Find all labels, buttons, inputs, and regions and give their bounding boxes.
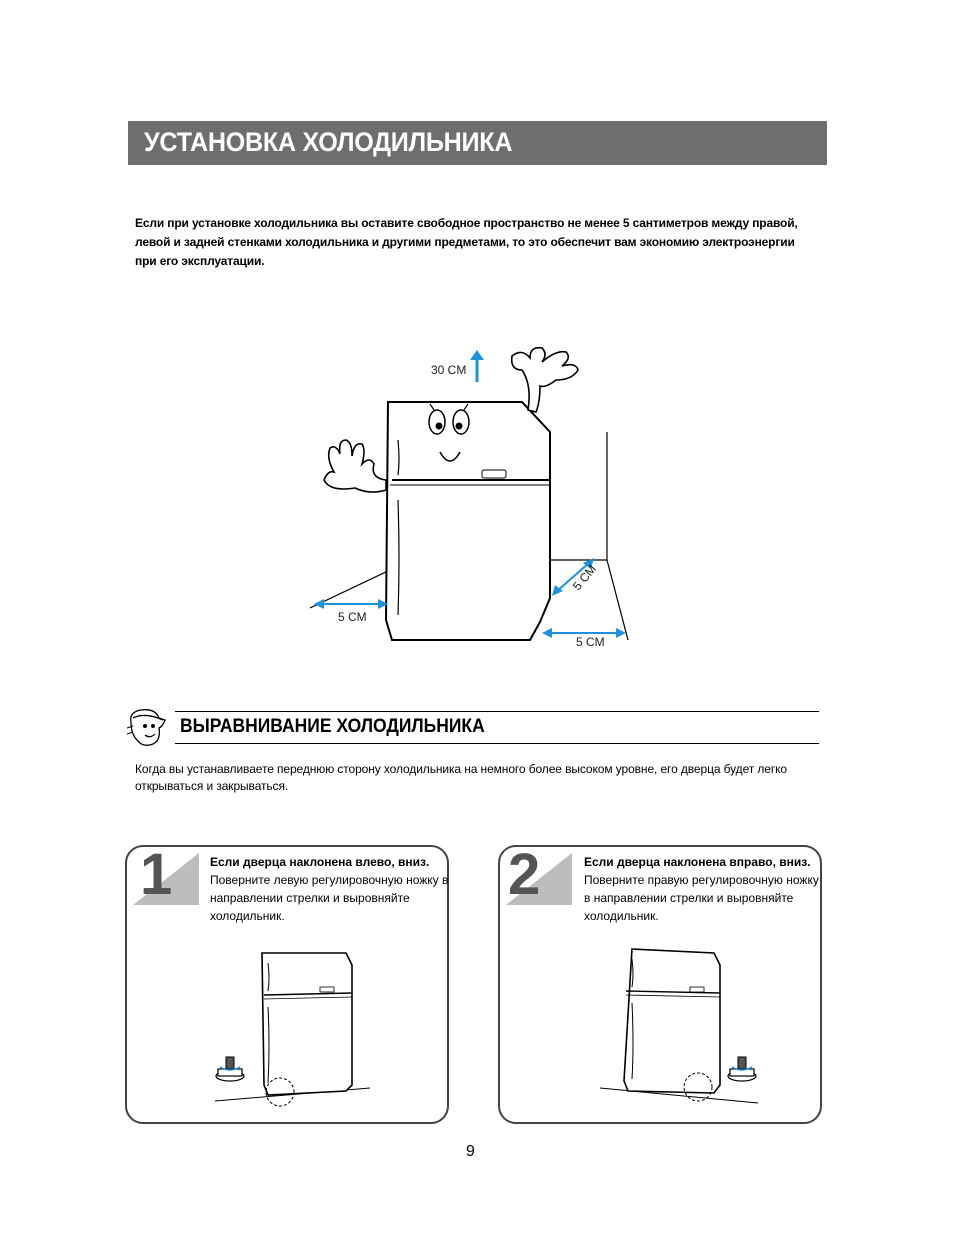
page-title: УСТАНОВКА ХОЛОДИЛЬНИКА [144,127,513,157]
step-heading-1: Если дверца наклонена влево, вниз. [210,855,430,869]
page-number: 9 [466,1143,475,1160]
back-clearance-label: 5 CM [570,562,600,593]
step-body-2: Поверните правую регулировочную ножку в направлении стрелки и выровняйте холодильник. [584,873,819,923]
right-clearance-label: 5 CM [576,635,605,649]
step-body-1: Поверните левую регулировочную ножку в направлении стрелки и выровняйте холодильник. [210,873,449,923]
step-heading-2: Если дверца наклонена вправо, вниз. [584,855,811,869]
right-eye [453,410,469,434]
step-text-1 [210,853,450,925]
page-title-bar [128,121,827,165]
section-title: ВЫРАВНИВАНИЕ ХОЛОДИЛЬНИКА [180,716,485,737]
section-rule-top [175,711,819,712]
step-number-1: 1 [140,842,173,907]
left-eye [429,410,445,434]
intro-paragraph: Если при установке холодильника вы оставите свободное пространство не менее 5 сантиметров между правой, левой и задней стенками холодильника и другими предметами, то это обеспечит вам экономию электроэнергии при его эксплуатации. [135,216,798,268]
step-text-2 [584,853,824,925]
step-illustration-1 [210,945,380,1110]
section-rule-bottom [175,743,819,744]
mascot-icon [125,706,169,748]
left-hand [324,440,386,492]
top-clearance-label: 30 CM [431,363,467,377]
step-illustration-2 [598,945,768,1110]
floor-right-line [607,560,628,640]
left-clearance-label: 5 CM [338,610,367,624]
step-number-2: 2 [508,842,541,907]
leveling-description: Когда вы устанавливаете переднюю сторону холодильника на немного более высоком уровне, его дверца будет легко открываться и закрываться. [135,762,787,793]
fridge-body [386,402,550,640]
